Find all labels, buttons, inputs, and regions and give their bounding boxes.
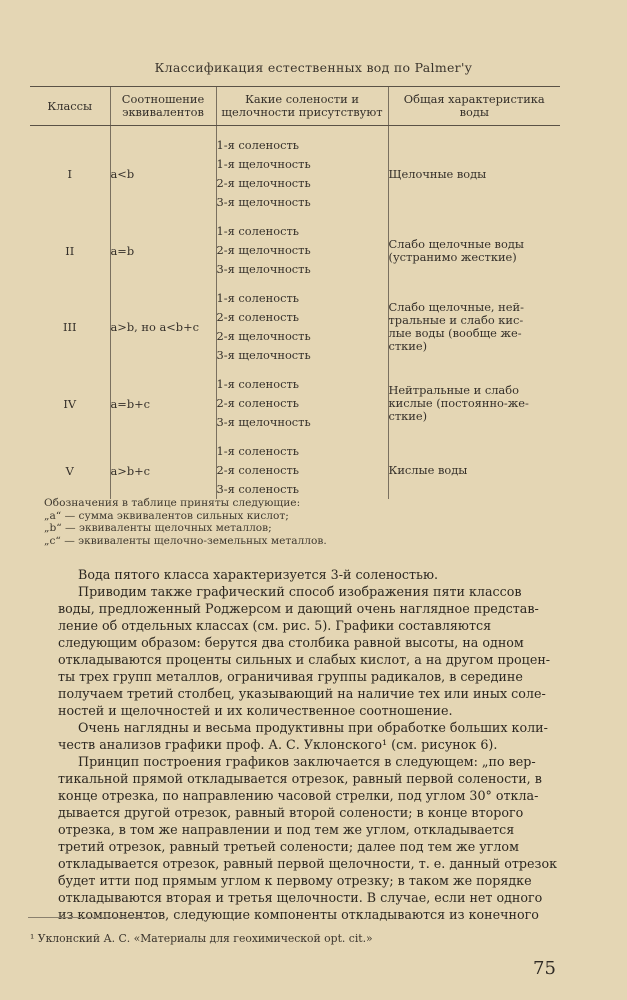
salinity-item: 3-я щелочность bbox=[216, 415, 311, 429]
table-row bbox=[30, 289, 560, 365]
salinity-item: 1-я соленость bbox=[216, 138, 299, 152]
characteristic-line: Нейтральные и слабо bbox=[388, 383, 519, 397]
row-spacer bbox=[30, 432, 560, 442]
row-spacer bbox=[30, 126, 560, 137]
characteristic-line: лые воды (вообще же- bbox=[388, 326, 522, 340]
salinity-item: 2-я щелочность bbox=[216, 329, 311, 343]
body-line: конце отрезка, по направлению часовой стрелки, под углом 30° откла- bbox=[58, 788, 539, 803]
class-cell: III bbox=[63, 320, 77, 334]
salinity-item: 1-я щелочность bbox=[216, 157, 311, 171]
header-ratio: Соотношение эквивалентов bbox=[110, 87, 216, 126]
salinity-item: 1-я соленость bbox=[216, 291, 299, 305]
table-caption: Классификация естественных вод по Palmer'у bbox=[154, 60, 473, 75]
characteristic-cell bbox=[388, 289, 560, 365]
characteristic-line: сткие) bbox=[388, 409, 428, 423]
salinities-cell bbox=[216, 222, 388, 279]
characteristic-line: Кислые воды bbox=[388, 463, 468, 477]
note-line: „b“ — эквиваленты щелочных металлов; bbox=[44, 522, 272, 535]
salinity-item: 2-я щелочность bbox=[216, 176, 311, 190]
body-line: тикальной прямой откладывается отрезок, равный первой солености, в bbox=[58, 771, 542, 786]
row-spacer bbox=[30, 212, 560, 222]
class-cell: I bbox=[67, 167, 72, 181]
body-line: Вода пятого класса характеризуется 3-й соленостью. bbox=[78, 567, 439, 582]
salinities-cell bbox=[216, 375, 388, 432]
body-line: ностей и щелочностей и их количественное соотношение. bbox=[58, 703, 453, 718]
page-number: 75 bbox=[533, 958, 556, 979]
header-classes: Классы bbox=[30, 87, 110, 126]
body-line: третий отрезок, равный третьей солености; далее под тем же углом bbox=[58, 839, 519, 854]
salinity-item: 1-я соленость bbox=[216, 224, 299, 238]
table-row bbox=[30, 136, 560, 212]
salinity-item: 3-я щелочность bbox=[216, 262, 311, 276]
row-spacer bbox=[30, 279, 560, 289]
class-cell: V bbox=[65, 463, 74, 478]
table-body bbox=[30, 126, 560, 500]
table-row bbox=[30, 222, 560, 279]
body-line: ты трех групп металлов, ограничивая группы радикалов, в середине bbox=[58, 669, 523, 684]
class-cell: IV bbox=[63, 396, 77, 411]
salinity-item: 3-я щелочность bbox=[216, 348, 311, 362]
characteristic-line: тральные и слабо кис- bbox=[388, 313, 524, 327]
salinity-item: 2-я соленость bbox=[216, 396, 299, 410]
table-row bbox=[30, 442, 560, 499]
body-line: получаем третий столбец, указывающий на наличие тех или иных соле- bbox=[58, 686, 546, 701]
body-line: откладываются вторая и третья щелочности. В случае, если нет одного bbox=[58, 890, 543, 905]
body-line: откладывается отрезок, равный первой щелочности, т. е. данный отрезок bbox=[58, 856, 558, 871]
characteristic-line: Щелочные воды bbox=[388, 166, 487, 181]
table-row bbox=[30, 375, 560, 432]
table-notes bbox=[44, 497, 584, 547]
salinities-cell bbox=[216, 136, 388, 212]
body-line: ление об отдельных классах (см. рис. 5). Графики составляются bbox=[58, 618, 492, 633]
body-line: воды, предложенный Роджерсом и дающий очень наглядное представ- bbox=[58, 601, 539, 616]
table-header-row bbox=[30, 87, 560, 126]
body-line: честв анализов графики проф. А. С. Уклонского¹ (см. рисунок 6). bbox=[58, 737, 498, 752]
row-spacer bbox=[30, 365, 560, 375]
salinity-item: 2-я соленость bbox=[216, 310, 299, 324]
salinities-cell bbox=[216, 442, 388, 499]
footnote-rule bbox=[28, 917, 158, 918]
ratio-cell: a=b+c bbox=[110, 375, 216, 432]
body-line: откладываются проценты сильных и слабых кислот, а на другом процен- bbox=[58, 652, 551, 667]
body-line: будет итти под прямым углом к первому отрезку; в таком же порядке bbox=[58, 873, 532, 888]
characteristic-line: кислые (постоянно-же- bbox=[388, 396, 529, 410]
body-line: Приводим также графический способ изображения пяти классов bbox=[78, 584, 522, 599]
characteristic-cell bbox=[388, 222, 560, 279]
body-text bbox=[58, 566, 558, 923]
salinity-item: 3-я соленость bbox=[216, 482, 299, 496]
body-line: из компонентов, следующие компоненты откладываются из конечного bbox=[58, 907, 539, 922]
footnote: ¹ Уклонский А. С. «Материалы для геохимической opt. cit.» bbox=[30, 932, 373, 945]
note-line: „a“ — сумма эквивалентов сильных кислот; bbox=[44, 509, 289, 522]
characteristic-cell bbox=[388, 375, 560, 432]
ratio-cell: a>b+c bbox=[110, 442, 216, 499]
body-line: дывается другой отрезок, равный второй солености; в конце второго bbox=[58, 805, 524, 820]
note-line: Обозначения в таблице приняты следующие: bbox=[44, 497, 301, 509]
ratio-cell: a=b bbox=[110, 222, 216, 279]
salinity-item: 1-я соленость bbox=[216, 377, 299, 391]
salinity-item: 1-я соленость bbox=[216, 444, 299, 458]
characteristic-line: (устранимо жесткие) bbox=[388, 249, 517, 264]
body-line: Очень наглядны и весьма продуктивны при обработке больших коли- bbox=[78, 720, 548, 735]
ratio-cell: a>b, но a<b+c bbox=[110, 289, 216, 365]
characteristic-cell bbox=[388, 136, 560, 212]
body-line: Принцип построения графиков заключается в следующем: „по вер- bbox=[78, 754, 536, 769]
ratio-cell: a<b bbox=[110, 136, 216, 212]
body-line: отрезка, в том же направлении и под тем же углом, откладывается bbox=[58, 822, 515, 837]
salinity-item: 3-я щелочность bbox=[216, 195, 311, 209]
class-cell: II bbox=[65, 243, 75, 258]
characteristic-line: сткие) bbox=[388, 339, 428, 353]
classification-table bbox=[30, 86, 560, 499]
salinity-item: 2-я щелочность bbox=[216, 243, 311, 257]
body-line: следующим образом: берутся два столбика равной высоты, на одном bbox=[58, 635, 524, 650]
note-line: „c“ — эквиваленты щелочно-земельных металлов. bbox=[44, 534, 327, 547]
header-characteristic: Общая характеристика воды bbox=[388, 87, 560, 126]
characteristic-line: Слабо щелочные, ней- bbox=[388, 300, 524, 314]
salinity-item: 2-я соленость bbox=[216, 463, 299, 477]
header-salinities: Какие солености и щелочности присутствуют bbox=[216, 87, 388, 126]
characteristic-cell bbox=[388, 442, 560, 499]
characteristic-line: Слабо щелочные воды bbox=[388, 236, 524, 251]
salinities-cell bbox=[216, 289, 388, 365]
